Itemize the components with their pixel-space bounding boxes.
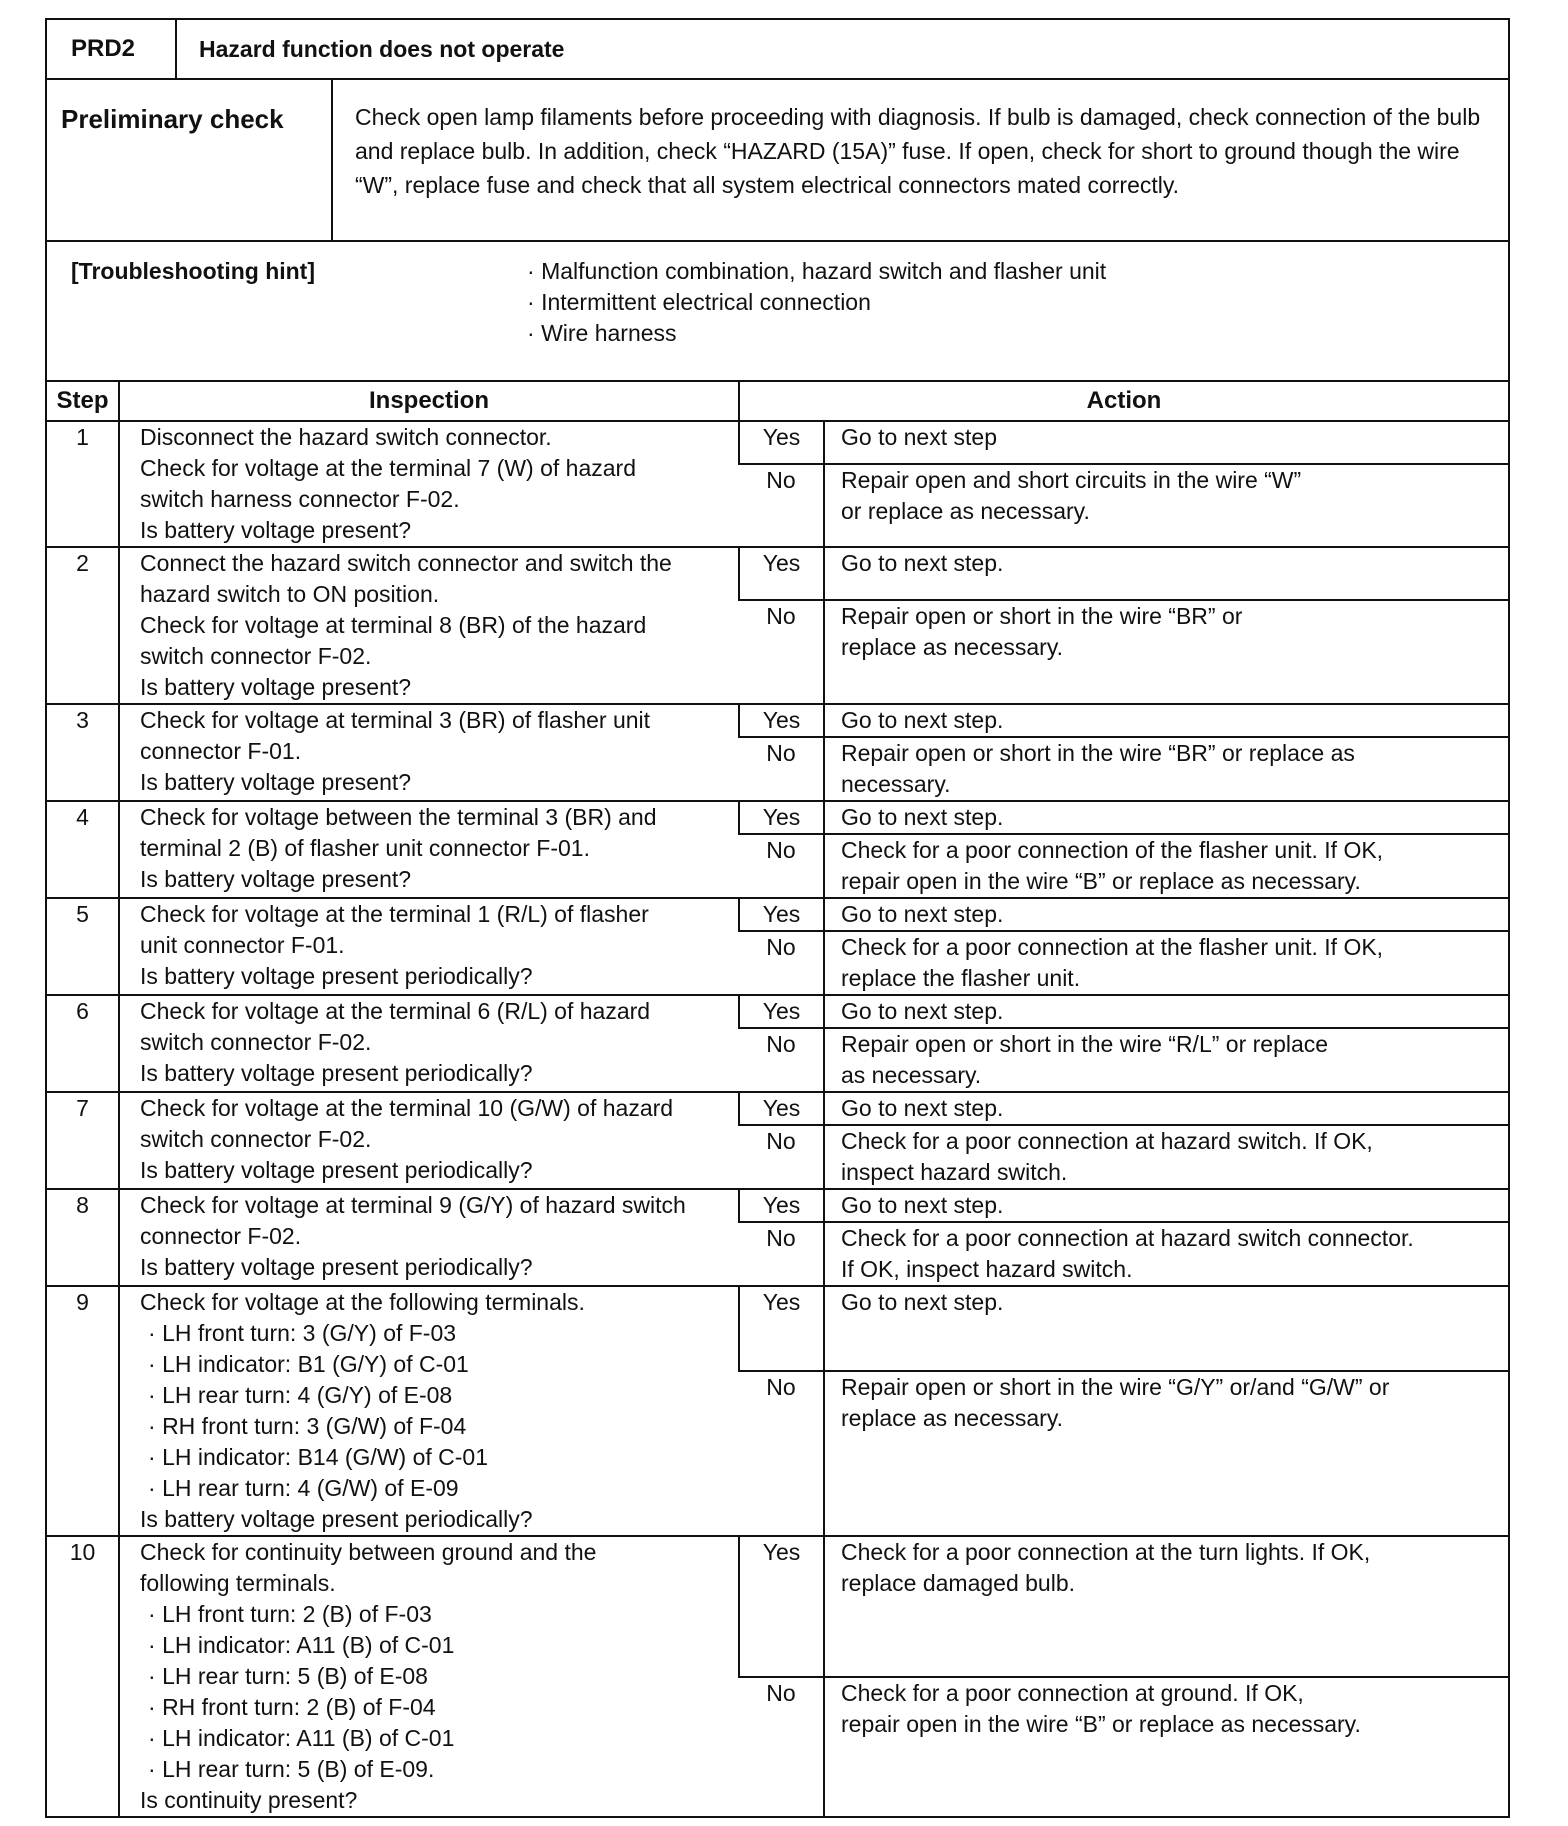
inspection-line: connector F-02.	[140, 1223, 302, 1249]
terminal-item: · LH rear turn: 5 (B) of E-09.	[140, 1754, 738, 1785]
table-row	[47, 801, 1508, 834]
no-label: No	[739, 1028, 824, 1092]
table-row	[47, 1189, 1508, 1222]
table-header-row	[47, 382, 1508, 421]
action-line: Go to next step.	[841, 1289, 1004, 1315]
action-line: Repair open or short in the wire “BR” or	[841, 603, 1243, 630]
action-line: Check for a poor connection at ground. If OK,	[841, 1680, 1304, 1707]
yes-label: Yes	[739, 995, 824, 1028]
action-line: Go to next step.	[841, 901, 1004, 927]
no-label: No	[739, 931, 824, 995]
terminal-item: · LH indicator: A11 (B) of C-01	[140, 1630, 738, 1661]
terminal-item: · LH front turn: 2 (B) of F-03	[140, 1599, 738, 1630]
inspection-line: Check for voltage at the following terminals.	[140, 1289, 585, 1315]
action-line: or replace as necessary.	[841, 497, 1090, 524]
inspection-line: Is battery voltage present?	[140, 866, 412, 892]
yes-action	[824, 995, 1508, 1028]
yes-action	[824, 1286, 1508, 1371]
no-action	[824, 1028, 1508, 1092]
table-row	[47, 704, 1508, 737]
action-line: necessary.	[841, 771, 951, 797]
no-action	[824, 834, 1508, 898]
step-number: 7	[47, 1092, 119, 1189]
terminal-item: · RH front turn: 2 (B) of F-04	[140, 1692, 738, 1723]
preliminary-check-label: Preliminary check	[47, 80, 333, 240]
inspection-line: Check for voltage at the terminal 7 (W) of hazard	[140, 455, 636, 481]
troubleshooting-hint-label: [Troubleshooting hint]	[71, 258, 316, 284]
action-line: Repair open or short in the wire “G/Y” or/and “G/W” or	[841, 1374, 1390, 1401]
action-line: inspect hazard switch.	[841, 1159, 1068, 1185]
action-line: replace as necessary.	[841, 1405, 1064, 1432]
troubleshooting-hint-list	[527, 242, 1106, 380]
inspection-line: switch harness connector F-02.	[140, 486, 460, 512]
step-number: 4	[47, 801, 119, 898]
table-row	[47, 995, 1508, 1028]
inspection-line: Is battery voltage present periodically?	[140, 1157, 533, 1183]
step-number: 1	[76, 424, 89, 450]
step-number: 9	[47, 1286, 119, 1536]
table-row	[47, 1536, 1508, 1677]
step-number: 6	[47, 995, 119, 1092]
inspection-cell	[119, 898, 739, 995]
step-number: 10	[47, 1536, 119, 1816]
action-line: Go to next step.	[841, 550, 1004, 576]
hint-item: · Intermittent electrical connection	[527, 287, 1106, 318]
inspection-line: Check for voltage between the terminal 3 (BR) and	[140, 804, 657, 830]
action-line: Go to next step.	[841, 998, 1004, 1024]
no-label: No	[739, 1222, 824, 1286]
yes-action	[824, 898, 1508, 931]
yes-action	[824, 547, 1508, 600]
yes-label: Yes	[739, 1092, 824, 1125]
troubleshooting-hint	[47, 242, 1508, 382]
yes-label: Yes	[739, 801, 824, 834]
no-label: No	[739, 600, 824, 704]
action-line: Repair open or short in the wire “BR” or replace as	[841, 740, 1355, 766]
action-line: Repair open and short circuits in the wire “W”	[841, 466, 1302, 493]
inspection-line: connector F-01.	[140, 738, 302, 764]
inspection-cell	[119, 1286, 739, 1536]
step-number: 5	[47, 898, 119, 995]
inspection-line: Is battery voltage present periodically?	[140, 963, 533, 989]
procedure-code: PRD2	[47, 20, 177, 78]
no-label: No	[739, 1677, 824, 1816]
preliminary-check	[47, 80, 1508, 242]
no-action	[824, 1125, 1508, 1189]
inspection-line: Check for voltage at the terminal 1 (R/L) of flasher	[140, 901, 649, 927]
inspection-cell	[119, 547, 739, 704]
no-action	[824, 931, 1508, 995]
inspection-line: Check for voltage at terminal 3 (BR) of flasher unit	[140, 707, 651, 733]
no-action	[824, 464, 1508, 547]
step-header: Step	[47, 382, 119, 421]
yes-label: Yes	[739, 1189, 824, 1222]
yes-action	[824, 704, 1508, 737]
no-label: No	[739, 737, 824, 801]
table-row	[47, 898, 1508, 931]
inspection-question: Is continuity present?	[140, 1787, 358, 1813]
no-action	[824, 1371, 1508, 1536]
yes-action	[824, 1092, 1508, 1125]
terminal-item: · LH indicator: A11 (B) of C-01	[140, 1723, 738, 1754]
procedure-header	[47, 20, 1508, 80]
inspection-cell	[119, 1092, 739, 1189]
inspection-cell	[119, 421, 739, 547]
no-label: No	[739, 834, 824, 898]
action-line: Check for a poor connection at the flasher unit. If OK,	[841, 934, 1384, 960]
inspection-line: Check for continuity between ground and the	[140, 1539, 597, 1565]
inspection-line: Check for voltage at terminal 8 (BR) of the hazard	[140, 612, 647, 638]
action-line: Check for a poor connection at hazard switch connector.	[841, 1225, 1414, 1251]
terminal-item: · LH front turn: 3 (G/Y) of F-03	[140, 1318, 738, 1349]
inspection-cell	[119, 1536, 739, 1816]
no-label: No	[739, 1125, 824, 1189]
table-row	[47, 1092, 1508, 1125]
yes-label: Yes	[739, 1536, 824, 1677]
inspection-line: hazard switch to ON position.	[140, 581, 440, 607]
table-row	[47, 1286, 1508, 1371]
no-action	[824, 600, 1508, 704]
inspection-line: unit connector F-01.	[140, 932, 345, 958]
action-line: replace the flasher unit.	[841, 965, 1081, 991]
yes-action	[824, 1536, 1508, 1677]
inspection-table	[47, 382, 1508, 1816]
table-row	[47, 547, 1508, 600]
inspection-line: terminal 2 (B) of flasher unit connector F-01.	[140, 835, 590, 861]
inspection-cell	[119, 801, 739, 898]
action-line: as necessary.	[841, 1062, 982, 1088]
hint-item: · Wire harness	[527, 318, 1106, 349]
action-line: Check for a poor connection of the flasher unit. If OK,	[841, 837, 1384, 863]
action-header: Action	[739, 382, 1508, 421]
yes-action	[824, 801, 1508, 834]
yes-action	[824, 1189, 1508, 1222]
terminal-item: · LH rear turn: 5 (B) of E-08	[140, 1661, 738, 1692]
inspection-line: Check for voltage at the terminal 10 (G/W) of hazard	[140, 1095, 674, 1121]
inspection-line: following terminals.	[140, 1570, 336, 1596]
inspection-line: Connect the hazard switch connector and switch the	[140, 550, 672, 576]
action-line: Check for a poor connection at hazard switch. If OK,	[841, 1128, 1373, 1154]
yes-label: Yes	[739, 547, 824, 600]
diagnostic-sheet	[45, 18, 1510, 1818]
inspection-line: Is battery voltage present periodically?	[140, 1060, 533, 1086]
hint-item: · Malfunction combination, hazard switch and flasher unit	[527, 256, 1106, 287]
yes-label: Yes	[739, 1286, 824, 1371]
action-line: If OK, inspect hazard switch.	[841, 1256, 1133, 1282]
yes-label: Yes	[739, 898, 824, 931]
terminal-item: · LH rear turn: 4 (G/W) of E-09	[140, 1473, 738, 1504]
terminal-item: · LH indicator: B1 (G/Y) of C-01	[140, 1349, 738, 1380]
action-line: Check for a poor connection at the turn lights. If OK,	[841, 1539, 1371, 1565]
inspection-line: switch connector F-02.	[140, 643, 372, 669]
action-line: Go to next step	[841, 424, 997, 450]
no-label: No	[739, 464, 824, 547]
action-line: Repair open or short in the wire “R/L” or replace	[841, 1031, 1329, 1057]
terminal-item: · RH front turn: 3 (G/W) of F-04	[140, 1411, 738, 1442]
action-line: repair open in the wire “B” or replace as necessary.	[841, 1711, 1361, 1738]
yes-label: Yes	[739, 421, 824, 464]
preliminary-check-text: Check open lamp filaments before proceeding with diagnosis. If bulb is damaged, check connection of the bulb and replace bulb. In addition, check “HAZARD (15A)” fuse. If open, check for short to ground though the wire “W”, replace fuse and check that all system electrical connectors mated correctly.	[355, 104, 1481, 198]
table-row	[47, 421, 1508, 464]
action-line: Go to next step.	[841, 1095, 1004, 1121]
inspection-line: Is battery voltage present?	[140, 769, 412, 795]
inspection-line: Is battery voltage present?	[140, 674, 412, 700]
terminal-item: · LH indicator: B14 (G/W) of C-01	[140, 1442, 738, 1473]
step-number: 8	[47, 1189, 119, 1286]
step-number: 3	[47, 704, 119, 801]
yes-label: Yes	[739, 704, 824, 737]
inspection-header: Inspection	[119, 382, 739, 421]
procedure-title: Hazard function does not operate	[199, 35, 565, 62]
action-line: Go to next step.	[841, 804, 1004, 830]
terminal-item: · LH rear turn: 4 (G/Y) of E-08	[140, 1380, 738, 1411]
action-line: replace damaged bulb.	[841, 1570, 1075, 1596]
no-action	[824, 1222, 1508, 1286]
action-line: repair open in the wire “B” or replace as necessary.	[841, 868, 1361, 894]
no-action	[824, 737, 1508, 801]
inspection-cell	[119, 995, 739, 1092]
inspection-cell	[119, 704, 739, 801]
inspection-cell	[119, 1189, 739, 1286]
inspection-line: switch connector F-02.	[140, 1029, 372, 1055]
yes-action	[824, 421, 1508, 464]
inspection-line: switch connector F-02.	[140, 1126, 372, 1152]
inspection-question: Is battery voltage present periodically?	[140, 1506, 533, 1532]
inspection-line: Disconnect the hazard switch connector.	[140, 424, 552, 450]
inspection-line: Is battery voltage present?	[140, 517, 412, 543]
table-body	[47, 421, 1508, 1816]
no-label: No	[739, 1371, 824, 1536]
action-line: replace as necessary.	[841, 634, 1064, 661]
action-line: Go to next step.	[841, 707, 1004, 733]
inspection-line: Is battery voltage present periodically?	[140, 1254, 533, 1280]
inspection-line: Check for voltage at the terminal 6 (R/L) of hazard	[140, 998, 651, 1024]
inspection-line: Check for voltage at terminal 9 (G/Y) of hazard switch	[140, 1192, 686, 1218]
no-action	[824, 1677, 1508, 1816]
action-line: Go to next step.	[841, 1192, 1004, 1218]
step-number: 2	[47, 547, 119, 704]
